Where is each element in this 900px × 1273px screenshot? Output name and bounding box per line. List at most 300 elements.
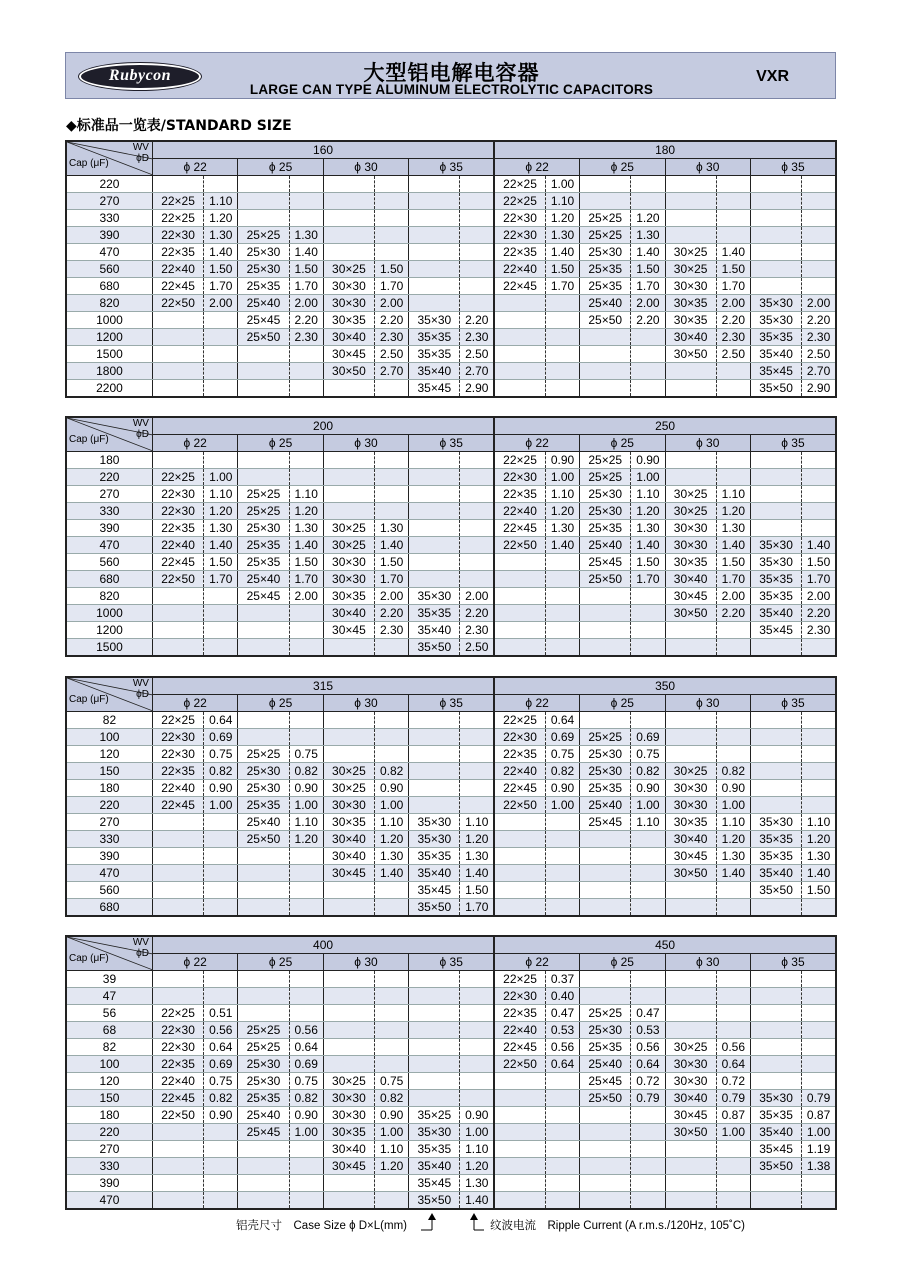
ripple-current-cell [716,639,750,657]
case-size-cell [750,227,801,244]
case-size-cell [409,295,460,312]
diameter-header: ϕ 25 [580,954,665,971]
case-size-cell: 22×30 [152,1022,203,1039]
case-size-cell [494,605,545,622]
ripple-current-cell: 2.00 [204,295,238,312]
diameter-header: ϕ 35 [750,954,836,971]
ripple-current-cell [204,622,238,639]
capacitance-value: 270 [66,486,152,503]
case-size-cell: 22×30 [152,1039,203,1056]
case-size-cell: 25×40 [238,814,289,831]
ripple-current-cell [289,988,323,1005]
case-size-cell: 35×30 [750,554,801,571]
case-size-cell [152,882,203,899]
case-size-cell [409,486,460,503]
ripple-current-cell [460,295,494,312]
case-size-cell [750,712,801,729]
case-size-cell [494,554,545,571]
case-size-cell: 35×40 [409,622,460,639]
table-row [66,831,836,848]
diameter-header: ϕ 35 [409,954,494,971]
case-size-cell: 22×40 [494,503,545,520]
ripple-current-cell [631,346,665,363]
case-size-cell [494,1192,545,1210]
ripple-current-cell [802,712,836,729]
case-size-cell [323,452,374,469]
case-size-cell: 22×30 [152,503,203,520]
ripple-current-cell: 1.40 [460,865,494,882]
ripple-current-cell [204,312,238,329]
ripple-current-cell [802,763,836,780]
ripple-current-cell: 1.30 [375,848,409,865]
ripple-current-cell [631,1141,665,1158]
case-size-cell: 25×50 [238,831,289,848]
capacitance-value: 120 [66,1073,152,1090]
ripple-current-cell: 1.30 [802,848,836,865]
ripple-current-cell: 0.75 [204,746,238,763]
ripple-current-cell: 1.70 [289,278,323,295]
ripple-current-cell [802,227,836,244]
capacitance-value: 82 [66,712,152,729]
ripple-current-cell [716,729,750,746]
section-title: ◆标准品一览表/STANDARD SIZE [66,118,292,134]
table-row [66,605,836,622]
ripple-current-cell [460,210,494,227]
ripple-current-cell [545,1158,579,1175]
case-size-cell [409,261,460,278]
ripple-current-cell [631,971,665,988]
ripple-current-cell: 2.00 [460,588,494,605]
voltage-header: 450 [494,936,836,954]
table-row [66,486,836,503]
ripple-current-cell [631,988,665,1005]
ripple-current-cell: 1.30 [631,227,665,244]
ripple-current-cell [375,639,409,657]
case-size-cell: 35×50 [409,639,460,657]
ripple-current-cell: 1.20 [375,831,409,848]
case-size-cell [580,882,631,899]
case-size-cell: 30×30 [323,1107,374,1124]
ripple-current-cell: 1.30 [545,227,579,244]
ripple-current-cell [545,329,579,346]
capacitance-value: 330 [66,503,152,520]
ripple-current-cell: 1.50 [545,261,579,278]
capacitance-value: 1800 [66,363,152,380]
case-size-cell [494,346,545,363]
ripple-current-cell: 0.69 [545,729,579,746]
ripple-current-cell: 1.30 [375,520,409,537]
ripple-current-cell [375,712,409,729]
case-size-cell: 30×25 [665,1039,716,1056]
case-size-cell: 22×40 [494,261,545,278]
case-size-cell [750,746,801,763]
ripple-current-cell [716,210,750,227]
ripple-current-cell [545,1090,579,1107]
ripple-current-cell [631,380,665,398]
ripple-current-cell: 2.00 [289,588,323,605]
ripple-current-cell: 1.00 [545,797,579,814]
size-table-315-350 [65,676,837,917]
case-size-cell: 22×35 [152,1056,203,1073]
ripple-current-cell [204,882,238,899]
case-size-cell: 35×35 [750,1107,801,1124]
case-size-cell: 22×25 [494,971,545,988]
ripple-current-cell [460,227,494,244]
ripple-current-cell [802,780,836,797]
ripple-current-cell: 0.56 [545,1039,579,1056]
ripple-current-cell [289,865,323,882]
case-size-cell: 35×35 [409,1141,460,1158]
logo-text: Rubycon [108,67,172,84]
ripple-current-cell: 0.90 [289,780,323,797]
ripple-current-cell: 1.00 [289,797,323,814]
case-size-cell [238,193,289,210]
case-size-cell: 35×30 [750,814,801,831]
ripple-current-cell: 0.64 [631,1056,665,1073]
ripple-current-cell: 0.90 [204,1107,238,1124]
ripple-current-cell [204,329,238,346]
table-row [66,971,836,988]
ripple-current-cell: 1.20 [545,210,579,227]
case-size-cell [323,1192,374,1210]
ripple-current-cell: 1.20 [545,503,579,520]
capacitance-value: 1000 [66,605,152,622]
case-size-cell [238,1005,289,1022]
ripple-current-cell [631,1175,665,1192]
ripple-current-cell: 0.90 [545,780,579,797]
case-size-cell [665,712,716,729]
diameter-header: ϕ 30 [665,695,750,712]
case-size-cell: 30×25 [323,1073,374,1090]
case-size-cell: 30×30 [323,278,374,295]
ripple-current-cell: 1.50 [631,554,665,571]
ripple-current-cell: 1.50 [204,261,238,278]
case-size-cell [152,1158,203,1175]
ripple-current-cell: 1.50 [716,261,750,278]
case-size-cell [323,639,374,657]
ripple-current-cell: 2.00 [716,588,750,605]
ripple-current-cell [289,210,323,227]
capacitance-value: 390 [66,520,152,537]
case-size-cell [750,1056,801,1073]
case-size-cell [409,1056,460,1073]
case-size-cell: 25×30 [238,1073,289,1090]
case-size-cell: 25×50 [580,1090,631,1107]
case-size-cell [409,797,460,814]
ripple-current-cell [716,899,750,917]
case-size-cell [750,1005,801,1022]
case-size-cell: 22×45 [152,278,203,295]
legend-arrows [0,1213,900,1243]
case-size-cell [238,363,289,380]
ripple-current-cell: 1.00 [289,1124,323,1141]
case-size-cell [152,899,203,917]
ripple-current-cell: 2.20 [289,312,323,329]
ripple-current-cell [460,712,494,729]
case-size-cell [409,746,460,763]
case-size-cell [750,971,801,988]
case-size-cell: 22×35 [152,244,203,261]
case-size-cell [580,971,631,988]
capacitance-value: 150 [66,763,152,780]
ripple-current-cell [289,712,323,729]
ripple-current-cell [460,520,494,537]
ripple-current-cell [631,193,665,210]
case-size-cell: 30×45 [323,346,374,363]
ripple-current-legend: 纹波电流 Ripple Current (A r.m.s./120Hz, 105˚C) [490,1220,745,1232]
ripple-current-cell: 0.90 [631,452,665,469]
ripple-current-cell: 0.75 [631,746,665,763]
ripple-current-cell: 1.30 [545,520,579,537]
case-size-cell [323,1022,374,1039]
case-size-cell: 22×40 [152,780,203,797]
case-size-cell: 35×45 [409,882,460,899]
ripple-current-cell [716,971,750,988]
case-size-cell [238,882,289,899]
ripple-current-cell [204,605,238,622]
ripple-current-cell [204,588,238,605]
ripple-current-cell: 1.40 [460,1192,494,1210]
table-row [66,329,836,346]
ripple-current-cell: 1.10 [545,486,579,503]
ripple-current-cell: 0.64 [545,1056,579,1073]
ripple-current-cell [631,363,665,380]
table-row [66,1158,836,1175]
ripple-current-cell: 0.53 [545,1022,579,1039]
ripple-current-cell [289,363,323,380]
case-size-cell: 35×45 [750,363,801,380]
case-size-cell [152,329,203,346]
legend-footer [0,1213,900,1243]
case-size-cell: 35×30 [750,312,801,329]
corner-diameter-label: ϕD [136,689,149,700]
ripple-current-cell [289,1141,323,1158]
ripple-current-cell: 1.10 [631,814,665,831]
case-size-cell: 30×30 [323,1090,374,1107]
ripple-current-cell: 2.30 [375,622,409,639]
case-size-cell [238,1192,289,1210]
case-size-cell: 25×35 [580,278,631,295]
case-size-cell: 25×25 [580,227,631,244]
ripple-current-cell [631,329,665,346]
table-row [66,193,836,210]
case-size-cell [152,605,203,622]
ripple-current-cell [375,1022,409,1039]
ripple-current-cell [460,988,494,1005]
case-size-cell [665,729,716,746]
ripple-current-cell: 2.50 [802,346,836,363]
ripple-current-cell [716,988,750,1005]
ripple-current-cell [545,312,579,329]
case-size-cell: 35×50 [409,1192,460,1210]
case-size-cell [580,380,631,398]
case-size-cell [409,452,460,469]
diameter-header: ϕ 30 [323,695,408,712]
case-size-cell [238,452,289,469]
case-size-cell: 35×40 [750,865,801,882]
ripple-current-cell [716,176,750,193]
case-size-cell [580,831,631,848]
ripple-current-cell [375,746,409,763]
capacitance-value: 1500 [66,346,152,363]
case-size-cell: 30×45 [323,622,374,639]
ripple-current-cell: 1.40 [204,537,238,554]
ripple-current-cell [375,1192,409,1210]
ripple-current-cell: 2.70 [375,363,409,380]
case-size-cell: 22×50 [494,1056,545,1073]
ripple-current-cell [375,988,409,1005]
table-row [66,554,836,571]
table-row [66,503,836,520]
case-size-cell: 35×50 [409,899,460,917]
corner-wv-label: WV [132,937,149,948]
case-size-cell [580,712,631,729]
ripple-current-cell [716,1192,750,1210]
case-size-cell: 25×40 [238,1107,289,1124]
ripple-current-cell: 1.70 [204,571,238,588]
case-size-cell: 22×35 [152,763,203,780]
ripple-current-cell: 1.00 [545,176,579,193]
case-size-cell: 25×25 [580,1005,631,1022]
ripple-current-cell: 0.90 [716,780,750,797]
case-size-cell: 30×30 [323,571,374,588]
ripple-current-cell: 2.00 [375,295,409,312]
case-size-cell: 22×35 [494,486,545,503]
ripple-current-cell: 2.20 [716,312,750,329]
ripple-current-cell: 1.70 [375,571,409,588]
case-size-cell [323,1175,374,1192]
case-size-cell [580,865,631,882]
case-size-cell [665,363,716,380]
ripple-current-cell: 0.75 [545,746,579,763]
ripple-current-cell [375,210,409,227]
diameter-header: ϕ 22 [494,954,579,971]
ripple-current-cell [545,848,579,865]
case-size-cell: 35×45 [409,380,460,398]
table-row [66,1056,836,1073]
ripple-current-cell: 1.10 [716,486,750,503]
table-row [66,452,836,469]
case-size-cell [409,244,460,261]
ripple-current-cell [631,1192,665,1210]
case-size-cell [580,1124,631,1141]
ripple-current-cell [204,452,238,469]
case-size-cell: 22×35 [494,244,545,261]
voltage-header: 400 [152,936,494,954]
case-size-cell: 35×40 [750,346,801,363]
case-size-cell: 30×35 [665,312,716,329]
case-size-cell [494,814,545,831]
case-size-cell [152,1175,203,1192]
case-size-cell: 30×35 [323,588,374,605]
case-size-cell [238,210,289,227]
ripple-current-cell: 0.69 [204,1056,238,1073]
case-size-cell [323,882,374,899]
corner-cap-label: Cap (μF) [69,694,109,705]
ripple-current-cell [289,469,323,486]
capacitance-value: 390 [66,848,152,865]
case-size-cell: 30×30 [665,278,716,295]
table-row [66,295,836,312]
table-row [66,469,836,486]
ripple-current-cell: 1.40 [545,244,579,261]
case-size-cell [665,882,716,899]
ripple-current-cell: 1.50 [375,554,409,571]
ripple-current-cell [460,503,494,520]
ripple-current-cell [460,452,494,469]
case-size-cell [323,1039,374,1056]
ripple-current-cell [375,503,409,520]
ripple-current-cell [545,588,579,605]
case-size-cell: 25×40 [580,797,631,814]
case-size-cell [409,780,460,797]
ripple-current-cell: 1.20 [802,831,836,848]
case-size-cell [409,1073,460,1090]
ripple-current-cell [204,176,238,193]
case-size-cell: 30×40 [665,1090,716,1107]
case-size-cell [323,244,374,261]
ripple-current-cell: 1.00 [716,797,750,814]
case-size-cell: 30×45 [665,848,716,865]
case-size-cell [409,554,460,571]
case-size-cell: 25×30 [238,1056,289,1073]
case-size-cell [750,278,801,295]
case-size-cell: 25×45 [580,554,631,571]
table-corner [66,141,152,176]
ripple-current-cell [375,469,409,486]
case-size-cell [665,639,716,657]
case-size-cell: 25×30 [238,780,289,797]
case-size-cell [750,261,801,278]
table-row [66,1039,836,1056]
case-size-cell [580,363,631,380]
ripple-current-cell [289,176,323,193]
case-size-cell: 25×45 [580,1073,631,1090]
ripple-current-cell: 0.56 [289,1022,323,1039]
ripple-current-cell: 0.69 [289,1056,323,1073]
ripple-current-cell: 1.50 [460,882,494,899]
ripple-current-cell [204,1124,238,1141]
case-size-cell [665,1141,716,1158]
ripple-current-cell [716,227,750,244]
table-row [66,712,836,729]
case-size-cell [152,346,203,363]
case-size-cell [580,1175,631,1192]
case-size-cell: 35×30 [409,831,460,848]
case-size-cell: 30×30 [665,797,716,814]
ripple-current-cell: 0.75 [375,1073,409,1090]
diameter-header: ϕ 30 [323,159,408,176]
case-size-cell [665,899,716,917]
diameter-header: ϕ 22 [494,695,579,712]
case-size-cell [323,227,374,244]
case-size-cell [750,797,801,814]
case-size-cell [323,729,374,746]
case-size-cell [750,193,801,210]
ripple-current-cell: 1.70 [460,899,494,917]
case-size-cell [238,988,289,1005]
case-size-cell: 35×35 [750,571,801,588]
ripple-current-cell: 1.40 [289,244,323,261]
capacitance-value: 220 [66,1124,152,1141]
case-size-cell [665,227,716,244]
ripple-current-cell: 1.20 [204,210,238,227]
title-chinese: 大型铝电解电容器 [363,61,540,85]
ripple-current-cell [460,763,494,780]
ripple-current-cell [460,1022,494,1039]
case-size-cell [750,780,801,797]
table-row [66,763,836,780]
